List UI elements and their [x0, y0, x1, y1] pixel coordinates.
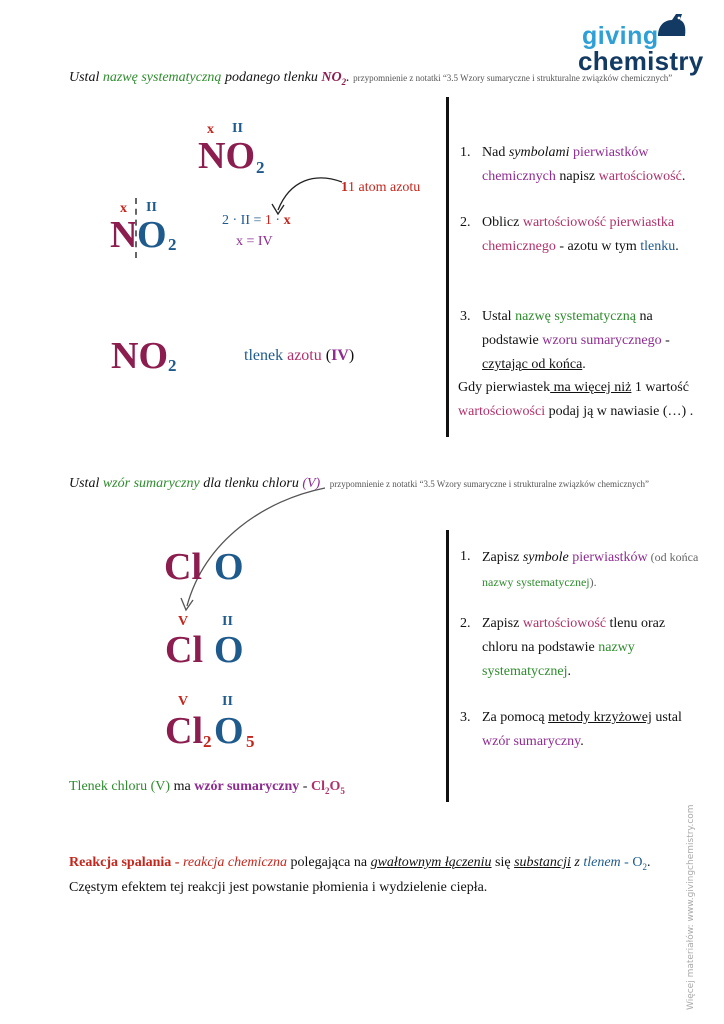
s2-f3-o: O — [214, 710, 244, 752]
f2-divider — [135, 198, 137, 258]
s2-f3-valence-v: V — [178, 694, 189, 709]
logo-word-chemistry: chemistry — [578, 46, 704, 76]
section2-title: Ustal wzór sumaryczny dla tlenku chloru (V) przypomnienie z notatki “3.5 Wzory sumaryczne i strukturalne związków chemicznych” — [69, 476, 649, 491]
section1-step-3: 3. Ustal nazwę systematyczną na podstawie wzoru sumarycznego - czytając od końca. — [460, 309, 670, 372]
definition-line-2: Częstym efektem tej reakcji jest powstanie płomienia i wydzielenie ciepła. — [69, 880, 488, 895]
section1-title-keyword: nazwę systematyczną — [102, 70, 222, 85]
s2-f3-cl: Cl — [165, 710, 203, 752]
section1-result: tlenek azotu (IV) — [244, 347, 355, 364]
s2-f3-sub5: 5 — [246, 732, 255, 751]
section1-step-1: 1. Nad symbolami pierwiastków chemicznych napisz wartościowość. — [460, 145, 686, 184]
side-website-text: Więcej materiałów: www.givingchemistry.com — [686, 804, 696, 1010]
section1-note: przypomnienie z notatki “3.5 Wzory sumaryczne i strukturalne związków chemicznych” — [353, 73, 673, 83]
s2-f1-o: O — [214, 546, 244, 588]
s2-f2-valence-ii: II — [222, 614, 233, 629]
f2-subscript: 2 — [168, 235, 177, 254]
annotation-text: 11 atom azotu — [341, 180, 421, 195]
section1-title-part: Ustal — [69, 70, 103, 85]
giving-chemistry-logo — [578, 10, 716, 76]
equation-2: x = IV — [236, 234, 273, 249]
section2-result: Tlenek chloru (V) ma wzór sumaryczny - $Cl_2O_5$ — [69, 779, 345, 796]
section2-note: przypomnienie z notatki “3.5 Wzory sumaryczne i strukturalne związków chemicznych” — [329, 479, 649, 489]
s2-f2-cl: Cl — [165, 629, 203, 671]
logo-word-giving: giving — [582, 22, 659, 50]
section1-title-formula: $NO_2$ — [321, 70, 347, 87]
definition-line-1: Reakcja spalania - reakcja chemiczna polegająca na gwałtownym łączeniu się substancji z tlenem - $O_2$. — [69, 855, 651, 872]
f1-valence-ii: II — [232, 121, 243, 136]
s2-f3-valence-ii: II — [222, 694, 233, 709]
f2-symbol-o: O — [137, 214, 167, 256]
section2-divider — [446, 530, 449, 802]
f3-formula: NO — [111, 335, 168, 377]
f3-subscript: 2 — [168, 356, 177, 375]
section2-step-2: 2. Zapisz wartościowość tlenu oraz chloru na podstawie nazwy systematycznej. — [460, 616, 666, 679]
section1-title: Ustal nazwę systematyczną podanego tlenku $NO_2$. przypomnienie z notatki “3.5 Wzory sumaryczne i strukturalne związków chemicznych” — [69, 70, 673, 87]
f1-subscript: 2 — [256, 158, 265, 177]
s2-f1-cl: Cl — [164, 546, 202, 588]
f2-valence-ii: II — [146, 200, 157, 215]
section1-extra-note: Gdy pierwiastek ma więcej niż 1 wartość wartościowości podaj ją w nawiasie (…) . — [458, 380, 694, 419]
section2-step-3: 3. Za pomocą metody krzyżowej ustal wzór sumaryczny. — [460, 710, 682, 749]
s2-f3-sub2: 2 — [203, 732, 212, 751]
f2-symbol-n: N — [110, 214, 138, 256]
section1-divider — [446, 97, 449, 437]
f1-formula: NO — [198, 135, 255, 177]
f1-valence-x: x — [207, 122, 214, 137]
f2-valence-x: x — [120, 201, 127, 216]
equation-1: 2 · II = 1 · x — [222, 213, 291, 228]
s2-f2-valence-v: V — [178, 614, 189, 629]
section1-title-part: podanego tlenku — [221, 70, 322, 85]
s2-f2-o: O — [214, 629, 244, 671]
section2-step-1: 1. Zapisz symbole pierwiastków (od końca nazwy systematycznej). — [460, 549, 699, 589]
section1-step-2: 2. Oblicz wartościowość pierwiastka chemicznego - azotu w tym tlenku. — [460, 215, 679, 254]
